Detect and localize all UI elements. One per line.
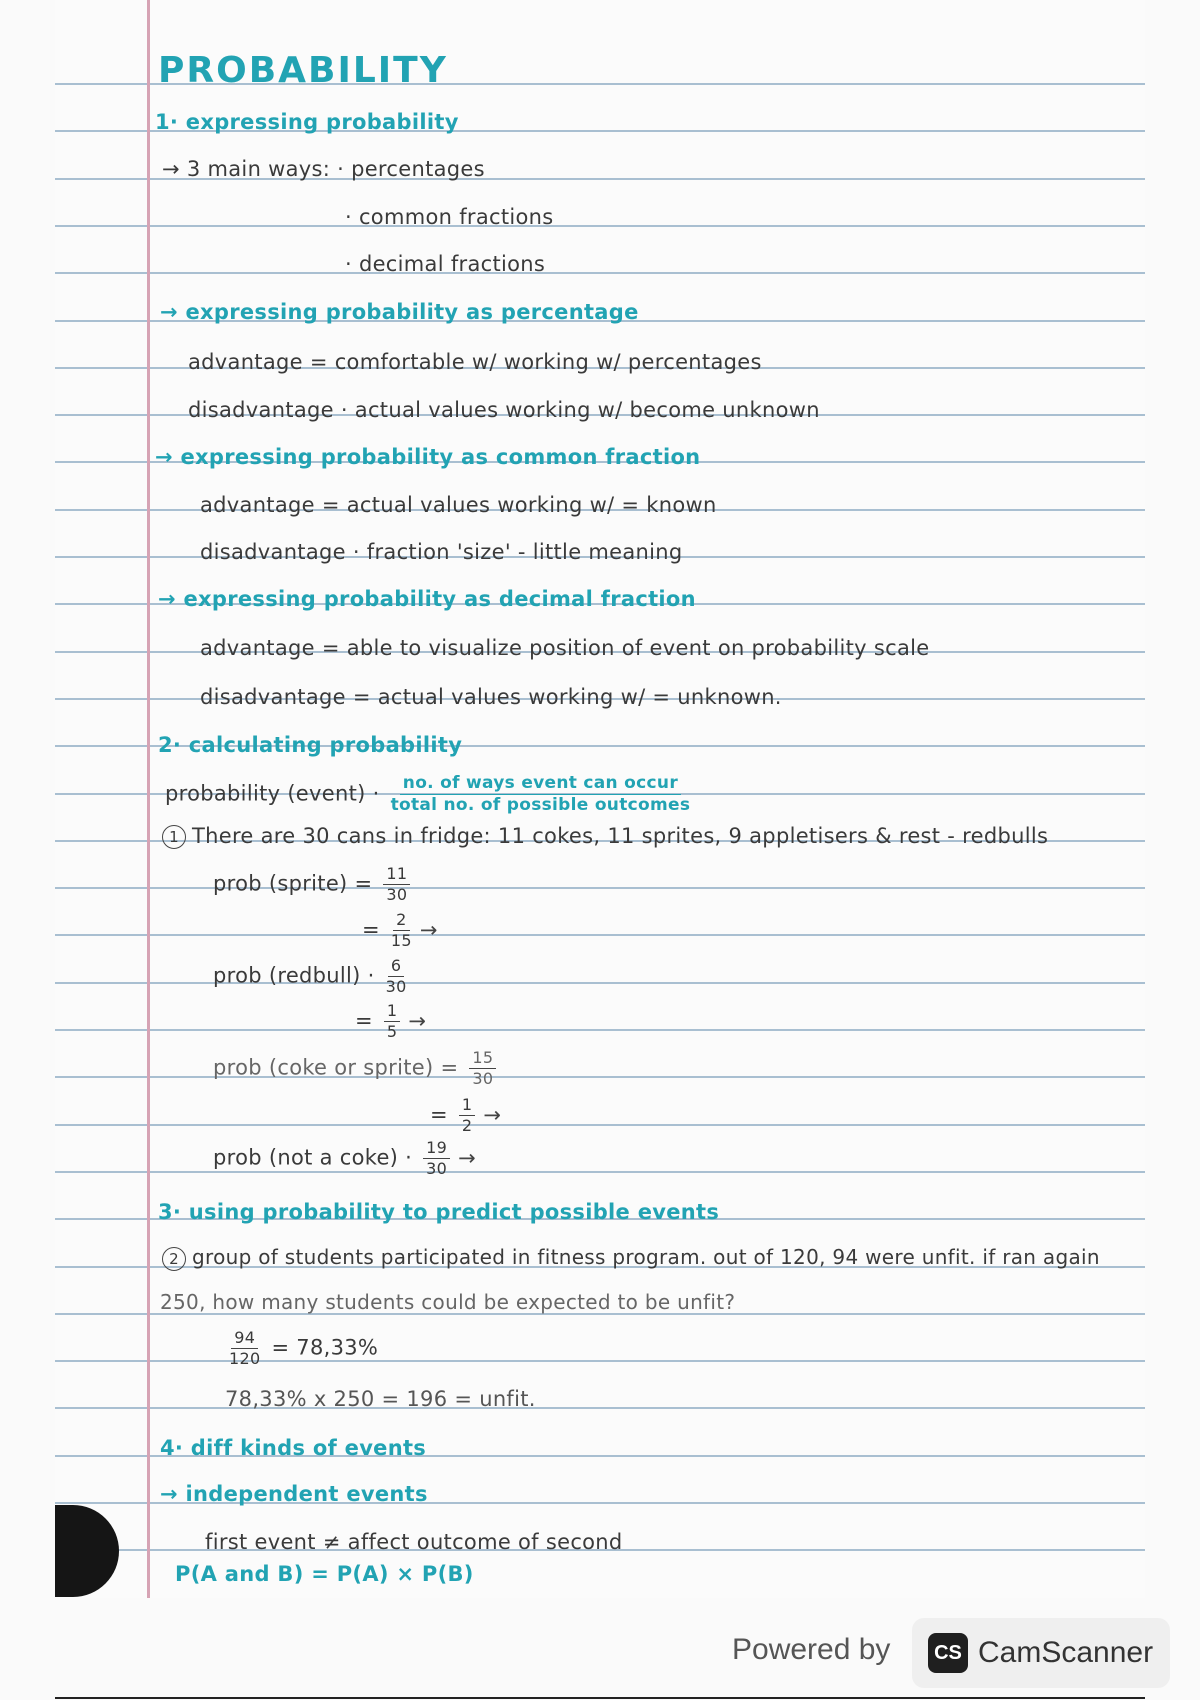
- prob-redbull-simplified: [355, 1003, 426, 1040]
- answer-arrow-icon: →: [408, 1008, 427, 1033]
- numerator: 1: [384, 1003, 400, 1022]
- ruled-line: [55, 1407, 1145, 1409]
- ruled-line: [55, 1124, 1145, 1126]
- example-1-text: There are 30 cans in fridge: 11 cokes, 11 sprites, 9 appletisers & rest - redbulls: [192, 824, 1049, 848]
- numerator: 1: [459, 1097, 475, 1116]
- example-2-line-1: [162, 1245, 1100, 1271]
- denominator: 30: [386, 885, 408, 904]
- prob-coke-or-sprite-simplified: [430, 1097, 501, 1134]
- prob-sprite-label: prob (sprite) =: [213, 871, 373, 896]
- prob-sprite-fraction: [383, 866, 410, 903]
- independent-events-formula: P(A and B) = P(A) × P(B): [175, 1562, 474, 1586]
- prob-redbull: [213, 958, 411, 995]
- ways-intro: → 3 main ways: · percentages: [162, 157, 485, 181]
- answer-arrow-icon: →: [419, 917, 438, 942]
- numerator: 2: [393, 912, 409, 931]
- calc-percentage: [225, 1330, 378, 1367]
- calc-percentage-result: = 78,33%: [271, 1335, 379, 1360]
- calc-unfit: 78,33% x 250 = 196 = unfit.: [225, 1387, 536, 1411]
- section-4-heading: 4· diff kinds of events: [160, 1436, 427, 1460]
- denominator: 120: [229, 1349, 261, 1368]
- denominator: 30: [426, 1159, 448, 1178]
- independent-events-heading: → independent events: [160, 1482, 428, 1506]
- probability-formula: [165, 775, 694, 814]
- footer-divider: [55, 1697, 1145, 1699]
- prob-redbull-label: prob (redbull) ·: [213, 963, 375, 988]
- example-1-question: [162, 824, 1048, 849]
- numerator: 6: [388, 958, 404, 977]
- numerator: 94: [231, 1330, 258, 1349]
- percentage-advantage: advantage = comfortable w/ working w/ percentages: [188, 350, 762, 374]
- way-common-fractions: · common fractions: [345, 205, 554, 229]
- section-1-heading: 1· expressing probability: [155, 110, 459, 134]
- decimal-fraction-advantage: advantage = able to visualize position of event on probability scale: [200, 636, 930, 660]
- denominator: 30: [385, 977, 407, 996]
- percentage-heading: → expressing probability as percentage: [160, 300, 639, 324]
- denominator: 5: [386, 1022, 398, 1041]
- answer-arrow-icon: →: [483, 1102, 502, 1127]
- prob-not-coke-fraction: [423, 1140, 450, 1177]
- example-1-number: 1: [162, 825, 186, 849]
- common-fraction-heading: → expressing probability as common fraction: [155, 445, 701, 469]
- example-2-text-1: group of students participated in fitness program. out of 120, 94 were unfit. if ran again: [192, 1245, 1100, 1269]
- ruled-line: [55, 1360, 1145, 1362]
- camscanner-brand: CamScanner: [978, 1636, 1154, 1669]
- section-3-heading: 3· using probability to predict possible events: [158, 1200, 720, 1224]
- prob-coke-or-sprite: [213, 1050, 500, 1087]
- example-2-number: 2: [162, 1247, 186, 1271]
- prob-coke-or-sprite-simplified-fraction: [459, 1097, 475, 1134]
- equals-sign: =: [355, 1008, 373, 1033]
- prob-sprite-simplified: [362, 912, 438, 949]
- example-2-line-2: 250, how many students could be expected to be unfit?: [160, 1290, 736, 1314]
- ruled-line: [55, 225, 1145, 227]
- prob-not-coke: [213, 1140, 476, 1177]
- numerator: 11: [383, 866, 410, 885]
- ruled-line: [55, 934, 1145, 936]
- prob-not-coke-label: prob (not a coke) ·: [213, 1145, 413, 1170]
- calc-fraction: [229, 1330, 260, 1367]
- prob-sprite: [213, 866, 414, 903]
- formula-fraction: [391, 775, 691, 814]
- ruled-line: [55, 272, 1145, 274]
- numerator: 15: [469, 1050, 496, 1069]
- way-decimal-fractions: · decimal fractions: [345, 252, 546, 276]
- decimal-fraction-disadvantage: disadvantage = actual values working w/ = unknown.: [200, 685, 782, 709]
- decimal-fraction-heading: → expressing probability as decimal fraction: [158, 587, 696, 611]
- denominator: 15: [390, 931, 412, 950]
- numerator: 19: [423, 1140, 450, 1159]
- denominator: 2: [461, 1116, 473, 1135]
- denominator: 30: [472, 1069, 494, 1088]
- formula-denominator: total no. of possible outcomes: [390, 795, 691, 815]
- prob-redbull-fraction: [386, 958, 407, 995]
- prob-redbull-simplified-fraction: [384, 1003, 400, 1040]
- ruled-line: [55, 1029, 1145, 1031]
- page-title: PROBABILITY: [158, 50, 448, 91]
- camscanner-logo-icon: CS: [928, 1633, 968, 1673]
- equals-sign: =: [430, 1102, 448, 1127]
- prob-coke-or-sprite-label: prob (coke or sprite) =: [213, 1055, 459, 1080]
- formula-numerator: no. of ways event can occur: [400, 775, 681, 795]
- common-fraction-advantage: advantage = actual values working w/ = known: [200, 493, 717, 517]
- percentage-disadvantage: disadvantage · actual values working w/ become unknown: [188, 398, 820, 422]
- prob-sprite-simplified-fraction: [391, 912, 412, 949]
- equals-sign: =: [362, 917, 380, 942]
- independent-events-text: first event ≠ affect outcome of second: [205, 1530, 623, 1554]
- powered-by-text: Powered by: [732, 1633, 891, 1666]
- section-2-heading: 2· calculating probability: [158, 733, 463, 757]
- common-fraction-disadvantage: disadvantage · fraction 'size' - little meaning: [200, 540, 683, 564]
- margin-line: [147, 0, 150, 1598]
- formula-label: probability (event) ·: [165, 781, 380, 806]
- answer-arrow-icon: →: [458, 1145, 476, 1170]
- prob-coke-or-sprite-fraction: [469, 1050, 496, 1087]
